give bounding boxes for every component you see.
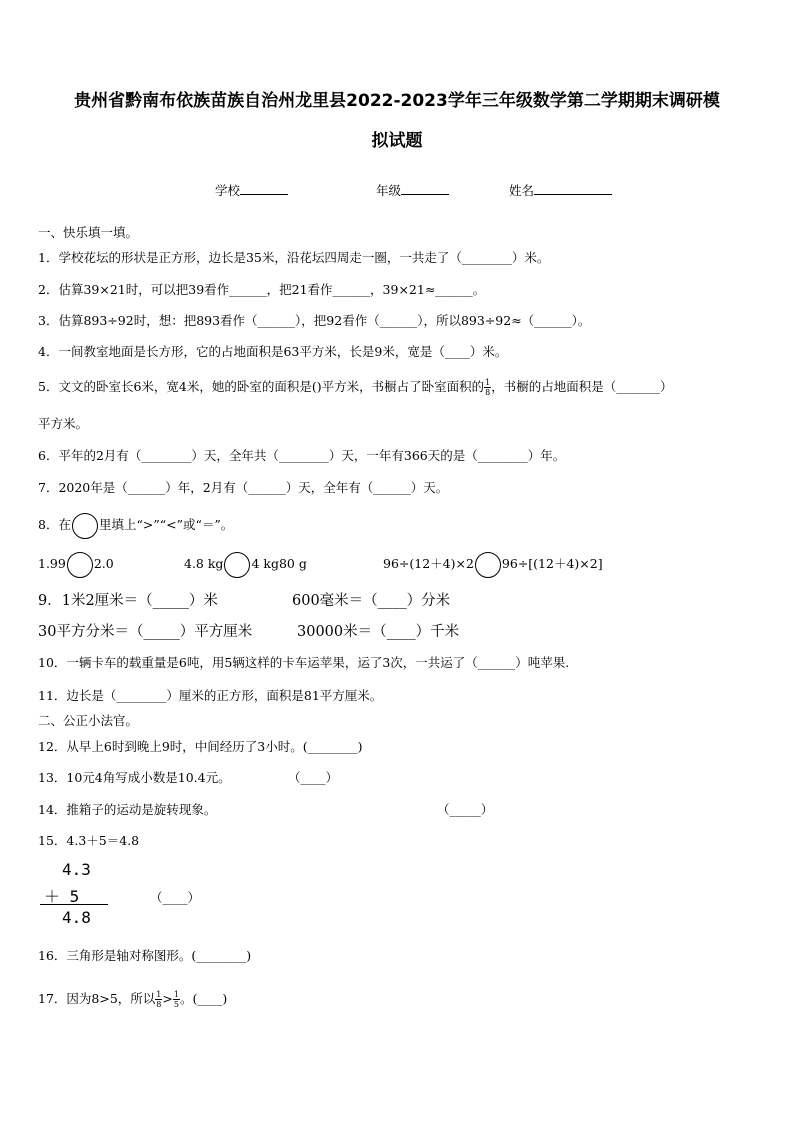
school-blank[interactable] (240, 182, 288, 195)
school-field (215, 182, 288, 199)
question-13: 13．10元4角写成小数是10.4元。 (38, 770, 231, 785)
page-title: 贵州省黔南布依族苗族自治州龙里县2022-2023学年三年级数学第二学期期末调研模 (74, 91, 720, 111)
compare-b-left: 4.8 kg (184, 556, 224, 571)
name-field (509, 182, 612, 199)
compare-c-right: 96÷[(12＋4)×2] (501, 556, 603, 571)
question-3: 3．估算893÷92时，想：把893看作（______），把92看作（______），所以893÷92≈（______）。 (38, 313, 591, 328)
grade-label: 年级 (376, 183, 402, 198)
compare-circle-b[interactable] (224, 552, 250, 578)
question-6: 6．平年的2月有（________）天，全年共（________）天，一年有366天的是（________）年。 (38, 448, 566, 463)
question-17 (38, 990, 227, 1009)
question-14: 14．推箱子的运动是旋转现象。 (38, 802, 217, 817)
question-5-text: 5．文文的卧室长6米，宽4米，她的卧室的面积是()平方米，书橱占了卧室面积的 (38, 379, 485, 394)
question-15-mark[interactable]: （____） (150, 890, 201, 905)
comparison-operator: > (162, 991, 173, 1006)
question-2: 2．估算39×21时，可以把39看作______，把21看作______，39×21≈______。 (38, 282, 486, 297)
question-10: 10．一辆卡车的载重量是6吨，用5辆这样的卡车运苹果，运了3次，一共运了（______）吨苹果. (38, 655, 570, 670)
question-5-text-end: ，书橱的占地面积是（_______） (491, 379, 673, 394)
question-9c: 30平方分米＝（_____）平方厘米 (38, 624, 253, 640)
compare-circle-a[interactable] (67, 552, 93, 578)
fraction-denominator: 8 (156, 1000, 162, 1009)
compare-a-right: 2.0 (93, 556, 114, 571)
compare-circle-example (72, 513, 98, 539)
fraction-numerator: 1 (173, 990, 179, 999)
question-14-mark[interactable]: （_____） (437, 802, 494, 817)
question-7: 7．2020年是（______）年，2月有（______）天，全年有（______）天。 (38, 480, 449, 495)
compare-item-c (383, 551, 603, 578)
question-15: 15．4.3＋5＝4.8 (38, 833, 140, 848)
school-label: 学校 (215, 183, 241, 198)
question-13-mark[interactable]: （____） (288, 770, 339, 785)
page-title-line2: 拟试题 (371, 131, 423, 151)
fraction-one-fifth (173, 990, 180, 1009)
vertical-row-3: 4.8 (62, 908, 91, 927)
fraction-denominator: 5 (173, 1000, 179, 1009)
grade-blank[interactable] (401, 182, 449, 195)
vertical-line (40, 904, 108, 905)
question-9d: 30000米＝（____）千米 (297, 624, 460, 640)
compare-item-a (38, 551, 114, 578)
question-8-text: 8．在 (38, 517, 71, 532)
question-16: 16．三角形是轴对称图形。(________) (38, 948, 252, 963)
name-blank[interactable] (534, 182, 612, 195)
question-5 (38, 378, 672, 397)
compare-a-left: 1.99 (38, 556, 66, 571)
question-4: 4．一间教室地面是长方形，它的占地面积是63平方米，长是9米，宽是（____）米。 (38, 344, 508, 359)
name-label: 姓名 (509, 183, 535, 198)
compare-b-right: 4 kg80 g (251, 556, 307, 571)
question-12: 12．从早上6时到晚上9时，中间经历了3小时。(________) (38, 739, 363, 754)
question-9b: 600毫米＝（____）分米 (292, 593, 451, 609)
vertical-row-1: 4.3 (62, 860, 91, 879)
fraction-denominator: 8 (485, 388, 491, 397)
compare-item-b (184, 551, 307, 578)
question-8-text-end: 里填上“>”“<”或“＝”。 (98, 517, 234, 532)
question-5-line2: 平方米。 (38, 416, 89, 431)
question-9a: 9．1米2厘米＝（_____）米 (38, 593, 218, 609)
section-heading-1: 一、快乐填一填。 (38, 225, 139, 240)
compare-c-left: 96÷(12＋4)×2 (383, 556, 474, 571)
fraction-numerator: 1 (156, 990, 162, 999)
grade-field (376, 182, 449, 199)
question-17-text-end: 。(____) (179, 991, 228, 1006)
question-17-text: 17．因为8>5，所以 (38, 991, 156, 1006)
section-heading-2: 二、公正小法官。 (38, 713, 139, 728)
question-1: 1．学校花坛的形状是正方形，边长是35米，沿花坛四周走一圈，一共走了（________）米。 (38, 250, 550, 265)
question-11: 11．边长是（________）厘米的正方形，面积是81平方厘米。 (38, 688, 383, 703)
compare-circle-c[interactable] (475, 552, 501, 578)
question-8 (38, 512, 233, 539)
vertical-row-2: ＋ 5 (44, 887, 80, 906)
fraction-numerator: 1 (485, 378, 491, 387)
